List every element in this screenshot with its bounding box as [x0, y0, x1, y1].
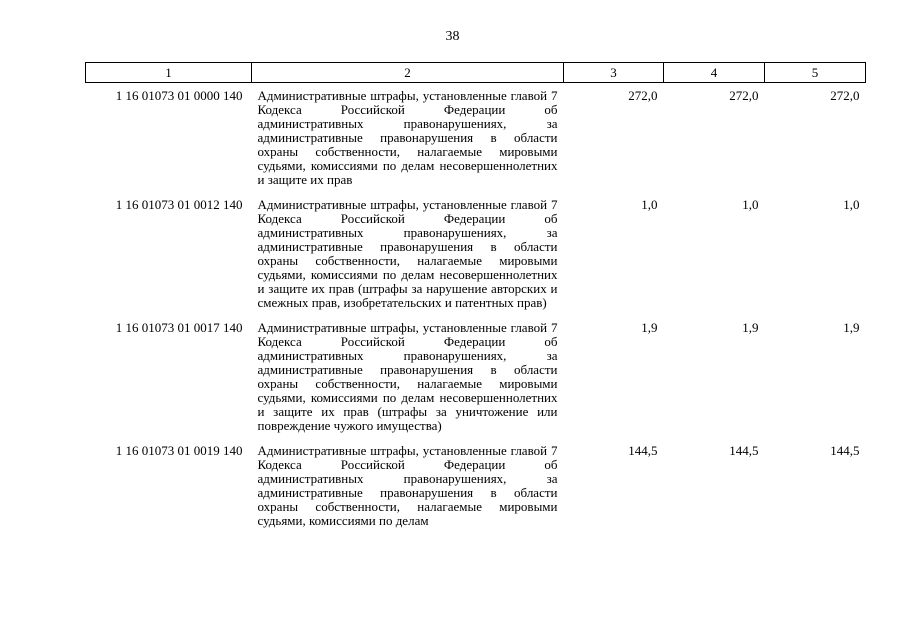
column-header-year-3: 5	[765, 63, 866, 83]
table-row	[86, 192, 866, 315]
amount-year-2: 1,0	[742, 197, 759, 212]
budget-code: 1 16 01073 01 0012 140	[115, 197, 243, 212]
income-description: Административные штрафы, установленные главой 7 Кодекса Российской Федерации об административных правонарушениях, за административные правонарушения в области охраны собственности, налагаемые мировыми судьями, комиссиями по делам несовершеннолетних и защите их прав	[257, 88, 558, 187]
column-header-description: 2	[252, 63, 564, 83]
income-description: Административные штрафы, установленные главой 7 Кодекса Российской Федерации об административных правонарушениях, за административные правонарушения в области охраны собственности, налагаемые мировыми судьями, комиссиями по делам несовершеннолетних и защите их прав (штрафы за уничтожение или повреждение чужого имущества)	[257, 320, 558, 433]
amount-year-3: 272,0	[830, 88, 860, 103]
amount-year-2: 144,5	[729, 443, 759, 458]
table-row	[86, 315, 866, 438]
column-header-code: 1	[86, 63, 252, 83]
header-row	[86, 63, 866, 83]
column-header-year-1: 3	[564, 63, 664, 83]
amount-year-3: 144,5	[830, 443, 860, 458]
table-row	[86, 83, 866, 193]
amount-year-3: 1,9	[843, 320, 860, 335]
amount-year-1: 1,0	[641, 197, 658, 212]
page-number: 38	[445, 29, 460, 44]
amount-year-3: 1,0	[843, 197, 860, 212]
table-row	[86, 438, 866, 528]
amount-year-1: 272,0	[628, 88, 658, 103]
table-body	[86, 83, 866, 529]
income-description: Административные штрафы, установленные главой 7 Кодекса Российской Федерации об административных правонарушениях, за административные правонарушения в области охраны собственности, налагаемые мировыми судьями, комиссиями по делам	[257, 443, 558, 528]
amount-year-1: 144,5	[628, 443, 658, 458]
budget-code: 1 16 01073 01 0019 140	[115, 443, 243, 458]
budget-code: 1 16 01073 01 0000 140	[115, 88, 243, 103]
income-description: Административные штрафы, установленные главой 7 Кодекса Российской Федерации об административных правонарушениях, за административные правонарушения в области охраны собственности, налагаемые мировыми судьями, комиссиями по делам несовершеннолетних и защите их прав (штрафы за нарушение авторских и смежных прав, изобретательских и патентных прав)	[257, 197, 558, 310]
amount-year-1: 1,9	[641, 320, 658, 335]
amount-year-2: 272,0	[729, 88, 759, 103]
column-header-year-2: 4	[664, 63, 765, 83]
table-header	[86, 63, 866, 83]
budget-code: 1 16 01073 01 0017 140	[115, 320, 243, 335]
amount-year-2: 1,9	[742, 320, 759, 335]
budget-table	[85, 62, 866, 528]
